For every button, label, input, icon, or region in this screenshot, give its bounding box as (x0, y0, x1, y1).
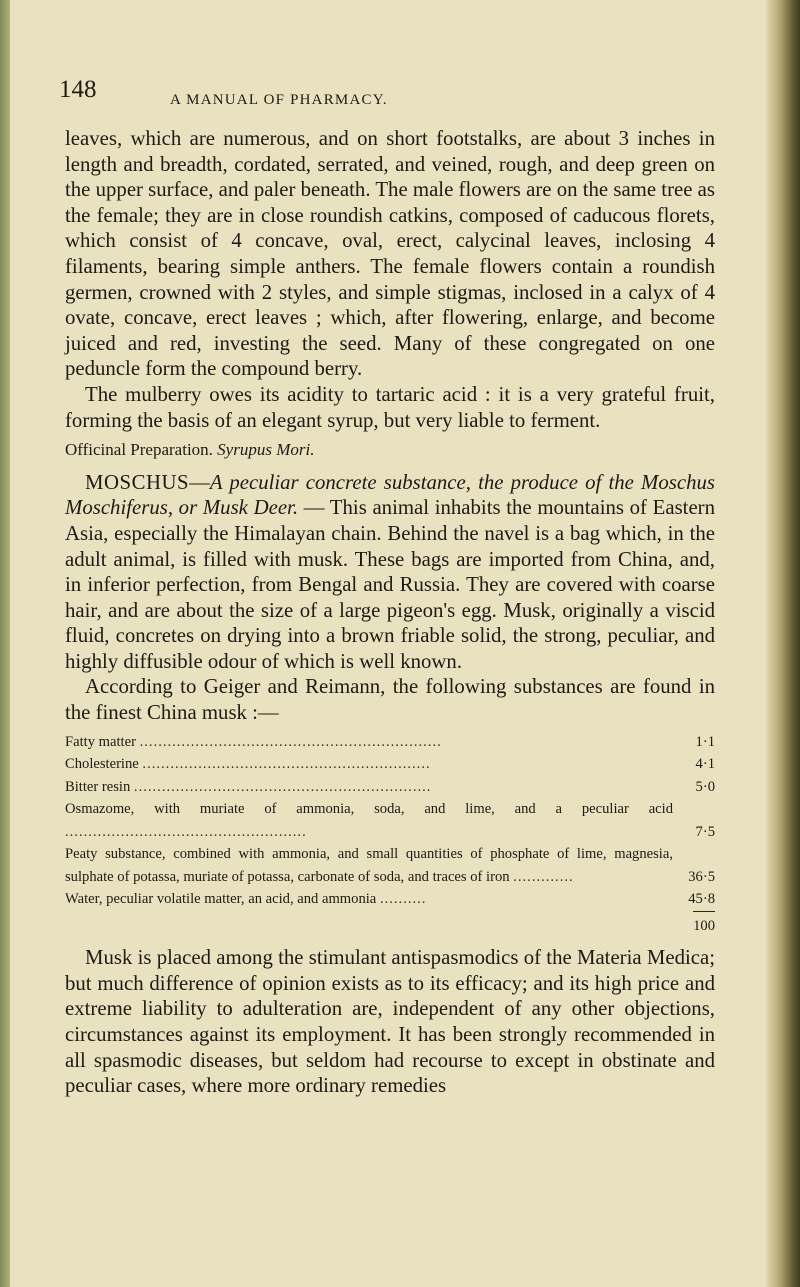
page-header (59, 76, 388, 110)
page-number: 148 (59, 76, 97, 103)
substance-cell: Peaty substance, combined with ammonia, and small quantities of phosphate of lime, magnesia, sulphate of potassa, muriate of potassa, carbonate of soda, and traces of iron ............. (65, 846, 673, 885)
value-cell: 7·5 (695, 823, 715, 840)
substance-cell: Bitter resin ................................................................ (65, 778, 432, 795)
value-cell: 36·5 (688, 868, 715, 885)
substance-cell: Osmazome, with muriate of ammonia, soda, and lime, and a peculiar acid .................................................... (65, 801, 673, 840)
table-row (65, 776, 715, 799)
table-row (65, 843, 715, 888)
book-page (10, 0, 780, 1287)
substance-cell: Fatty matter ................................................................. (65, 733, 442, 750)
value-cell: 1·1 (695, 733, 715, 750)
moschus-description: — This animal inhabits the mountains of Eastern Asia, especially the Himalayan chain. Behind the navel is a bag which, in the adult animal, is filled with musk. These bags are imported from China, and, in inferior perfection, from Bengal and Russia. They are covered with coarse hair, and are about the size of a large pigeon's egg. Musk, originally a viscid fluid, concretes on drying into a brown friable solid, the strong, peculiar, and highly diffusible odour of which is well known. (65, 496, 715, 673)
drug-name-moschus: MOSCHUS (85, 470, 190, 494)
drug-dash: — (189, 470, 210, 494)
table-row (65, 753, 715, 776)
value-cell: 5·0 (695, 778, 715, 795)
table-row (65, 888, 715, 911)
value-cell: 4·1 (695, 756, 715, 773)
running-head: A MANUAL OF PHARMACY. (170, 92, 388, 108)
officinal-preparation (65, 437, 715, 463)
paragraph-mulberry-acidity: The mulberry owes its acidity to tartaric acid : it is a very grateful fruit, forming the basis of an elegant syrup, but very liable to ferment. (65, 382, 715, 432)
table-total-row (65, 911, 715, 938)
book-edge-right (766, 0, 800, 1287)
substance-cell: Water, peculiar volatile matter, an acid, and ammonia .......... (65, 891, 427, 908)
drug-definition: A peculiar concrete substance, the produce of the Moschus Moschiferus, or Musk Deer. (65, 470, 715, 520)
page-body (65, 126, 715, 1099)
officinal-value: Syrupus Mori. (217, 440, 315, 460)
substance-cell: Cholesterine .............................................................. (65, 756, 431, 773)
officinal-label: Officinal Preparation. (65, 440, 213, 460)
table-row (65, 798, 715, 843)
paragraph-mulberry-description: leaves, which are numerous, and on short footstalks, are about 3 inches in length and breadth, cordated, serrated, and veined, rough, and deep green on the upper surface, and paler beneath. The male flowers are on the same tree as the female; they are in close roundish catkins, composed of caducous florets, which consist of 4 concave, oval, erect, calycinal leaves, inclosing 4 filaments, bearing simple anthers. The female flowers contain a roundish germen, crowned with 2 styles, and simple stigmas, inclosed in a calyx of 4 ovate, concave, erect leaves ; which, after flowering, enlarge, and become juiced and red, investing the seed. Many of these congregated on one peduncle form the compound berry. (65, 127, 715, 381)
paragraph-geiger-reimann: According to Geiger and Reimann, the following substances are found in the finest China musk :— (65, 675, 715, 725)
musk-analysis-table (65, 731, 715, 938)
table-row (65, 731, 715, 754)
paragraph-musk-uses: Musk is placed among the stimulant antispasmodics of the Materia Medica; but much difference of opinion exists as to its efficacy; and its high price and extreme liability to adulteration are, independent of any other objections, circumstances against its employment. It has been strongly recommended in all spasmodic diseases, but seldom had recourse to except in obstinate and peculiar cases, where more ordinary remedies (65, 946, 715, 1098)
value-cell: 45·8 (688, 891, 715, 908)
paragraph-moschus (65, 470, 715, 675)
analysis-total: 100 (693, 911, 715, 938)
